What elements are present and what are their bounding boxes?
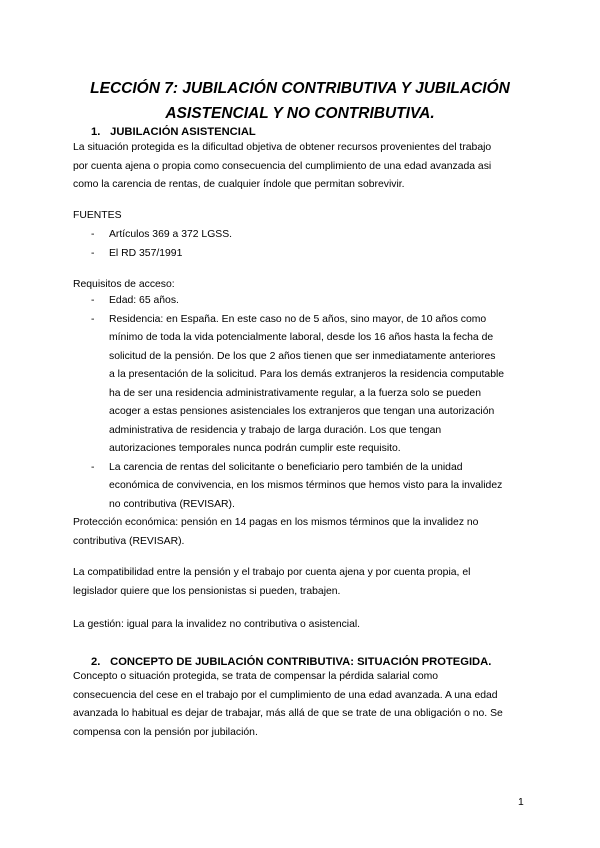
gestion: La gestión: igual para la invalidez no contributiva o asistencial.	[73, 619, 361, 630]
list-item: - Artículos 369 a 372 LGSS.	[73, 226, 543, 245]
section-2-number: 2.	[91, 656, 101, 668]
requisitos-label: Requisitos de acceso:	[73, 279, 175, 290]
section-2-title: CONCEPTO DE JUBILACIÓN CONTRIBUTIVA: SITUACIÓN PROTEGIDA.	[110, 656, 492, 668]
section-1-intro: La situación protegida es la dificultad objetiva de obtener recursos provenientes del trabajo por cuenta ajena o propia como consecuencia del cumplimiento de una edad avanzada asi como la carencia de rentas, de cualquier índole que permitan sobrevivir.	[73, 142, 492, 190]
section-2-text: Concepto o situación protegida, se trata de compensar la pérdida salarial como consecuencia del cese en el trabajo por el cumplimiento de una edad avanzada. A una edad avanzada lo habitual es dejar de trabajar, más allá de que se trate de una obligación o no. Se compensa con la pensión por jubilación.	[73, 671, 503, 738]
fuentes-label: FUENTES	[73, 210, 122, 221]
title-line-1: LECCIÓN 7: JUBILACIÓN CONTRIBUTIVA Y JUBILACIÓN	[90, 80, 510, 97]
compatibilidad: La compatibilidad entre la pensión y el trabajo por cuenta ajena y por cuenta propia, el legislador quiere que los pensionistas si pueden, trabajen.	[73, 567, 471, 597]
dash-bullet: -	[91, 247, 95, 259]
section-1-heading	[91, 125, 256, 139]
dash-bullet: -	[91, 229, 95, 240]
dash-bullet: -	[91, 313, 95, 325]
dash-bullet: -	[91, 295, 95, 306]
section-2-heading	[91, 655, 491, 669]
list-item: - El RD 357/1991	[73, 245, 543, 264]
section-1-title: JUBILACIÓN ASISTENCIAL	[110, 126, 256, 138]
proteccion-economica: Protección económica: pensión en 14 pagas en los mismos términos que la invalidez no contributiva (REVISAR).	[73, 517, 479, 547]
requisitos-list	[73, 292, 543, 514]
fuentes-list	[73, 226, 543, 263]
dash-bullet: -	[91, 461, 95, 473]
page-title	[60, 76, 540, 126]
list-item: - Residencia: en España. En este caso no de 5 años, sino mayor, de 10 años como mínimo de toda la vida potencialmente laboral, desde los 16 años hasta la fecha de solicitud de la pensión. De los que 2 años tienen que ser inmediatamente anteriores a la presentación de la solicitud. Para los demás extranjeros la residencia computable ha de ser una residencia administrativamente regular, a la fuerza solo se pueden acoger a estas pensiones asistenciales los extranjeros que tengan una autorización administrativa de residencia y trabajo de larga duración. Los que tengan autorizaciones temporales nunca podrán cumplir este requisito.	[73, 311, 543, 459]
list-item: - Edad: 65 años.	[73, 292, 543, 311]
section-1-number: 1.	[91, 126, 101, 138]
page-number: 1	[518, 797, 524, 808]
list-item: - La carencia de rentas del solicitante o beneficiario pero también de la unidad económica de convivencia, en los mismos términos que hemos visto para la invalidez no contributiva (REVISAR).	[73, 459, 543, 515]
title-line-2: ASISTENCIAL Y NO CONTRIBUTIVA.	[165, 105, 435, 122]
